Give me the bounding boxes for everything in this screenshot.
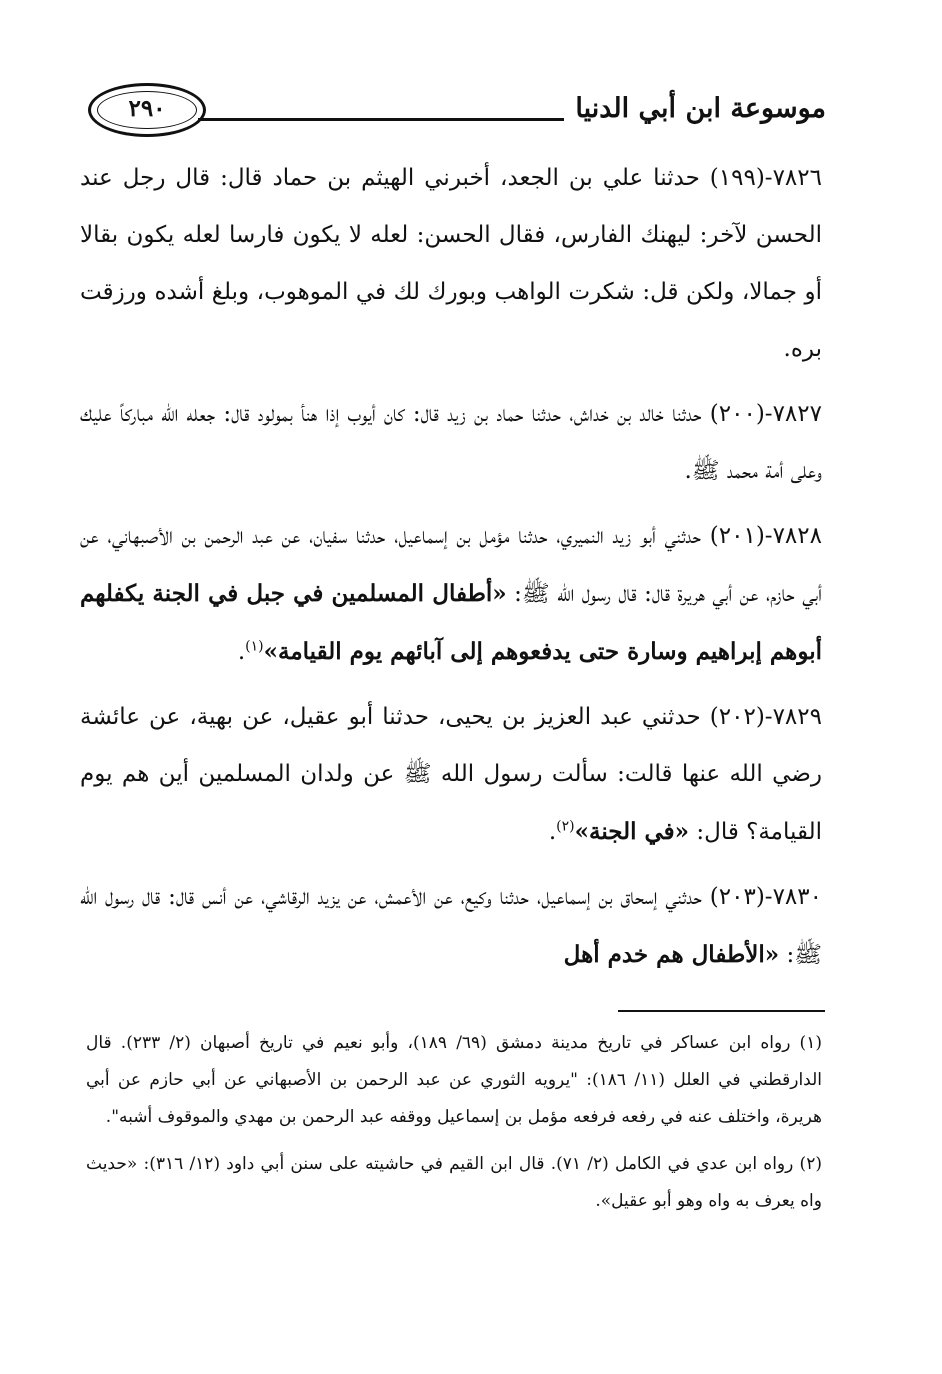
hadith-paragraph-7828 — [80, 508, 822, 681]
footnote-2: (٢) رواه ابن عدي في الكامل (٢/ ٧١). قال ابن القيم في حاشيته على سنن أبي داود (١٢/ ٣١٦): «حديث واه يعرف به واه وهو أبو عقيل». — [86, 1154, 822, 1211]
page-number: ٢٩٠ — [128, 95, 166, 122]
paragraph-text: ٧٨٢٦-(١٩٩) حدثنا علي بن الجعد، أخبرني الهيثم بن حماد قال: قال رجل عند الحسن لآخر: ليهنك الفارس، فقال الحسن: لعله لا يكون فارسا لعله يكون بقالا أو جمالا، ولكن قل: شكرت الواهب وبورك لك في الموهوب، وبلغ أشده ورزقت بره. — [80, 165, 822, 362]
page-header — [78, 75, 826, 145]
footnote-reference[interactable]: (١) — [245, 638, 264, 655]
hadith-quote: «في الجنة» — [574, 818, 690, 845]
footnote-reference[interactable]: (٢) — [556, 818, 575, 835]
paragraph-tail: . — [237, 639, 246, 665]
footnote-1: (١) رواه ابن عساكر في تاريخ مدينة دمشق (٦٩/ ١٨٩)، وأبو نعيم في تاريخ أصبهان (٢/ ٢٣٣). قال الدارقطني في العلل (١١/ ١٨٦): "يرويه الثوري عن عبد الرحمن بن الأصبهاني عن أبي حازم عن أبي هريرة، واختلف عنه في رفعه فرفعه مؤمل بن إسماعيل ووقفه عبد الرحمن بن مهدي والموقوف أشبه". — [86, 1033, 822, 1127]
paragraph-text: ٧٨٢٨-(٢٠١) حدثني أبو زيد النميري، حدثنا مؤمل بن إسماعيل، حدثنا سفيان، عن عبد الرحمن بن الأصبهاني، عن أبي حازم، عن أبي هريرة قال: قال رسول الله ﷺ: — [80, 523, 822, 607]
hadith-paragraph-7829 — [80, 689, 822, 861]
paragraph-text: ٧٨٢٧-(٢٠٠) حدثنا خالد بن خداش، حدثنا حماد بن زيد قال: كان أيوب إذا هنأ بمولود قال: جعله الله مباركاً عليك وعلى أمة محمد ﷺ. — [80, 401, 822, 484]
footnote-divider — [618, 1010, 825, 1012]
book-title: موسوعة ابن أبي الدنيا — [575, 93, 826, 124]
main-text — [80, 150, 822, 992]
header-rule — [198, 118, 564, 121]
footnotes-section — [86, 1025, 822, 1230]
hadith-paragraph-7826 — [80, 150, 822, 378]
paragraph-tail: . — [548, 819, 557, 845]
hadith-quote: «أطفال المسلمين في جبل في الجنة يكفلهم أبوهم إبراهيم وسارة حتى يدفعوهم إلى آبائهم يوم القيامة» — [80, 580, 822, 665]
paragraph-text: ٧٨٢٩-(٢٠٢) حدثني عبد العزيز بن يحيى، حدثنا أبو عقيل، عن بهية، عن عائشة رضي الله عنها قالت: سألت رسول الله ﷺ عن ولدان المسلمين أين هم يوم القيامة؟ قال: — [80, 704, 822, 845]
hadith-quote: «الأطفال هم خدم أهل — [563, 941, 780, 968]
hadith-paragraph-7827 — [80, 386, 822, 500]
paragraph-text: ٧٨٣٠-(٢٠٣) حدثني إسحاق بن إسماعيل، حدثنا وكيع، عن الأعمش، عن يزيد الرقاشي، عن أنس قال: قال رسول الله ﷺ: — [80, 884, 822, 968]
hadith-paragraph-7830 — [80, 869, 822, 984]
page-number-frame — [88, 83, 206, 137]
